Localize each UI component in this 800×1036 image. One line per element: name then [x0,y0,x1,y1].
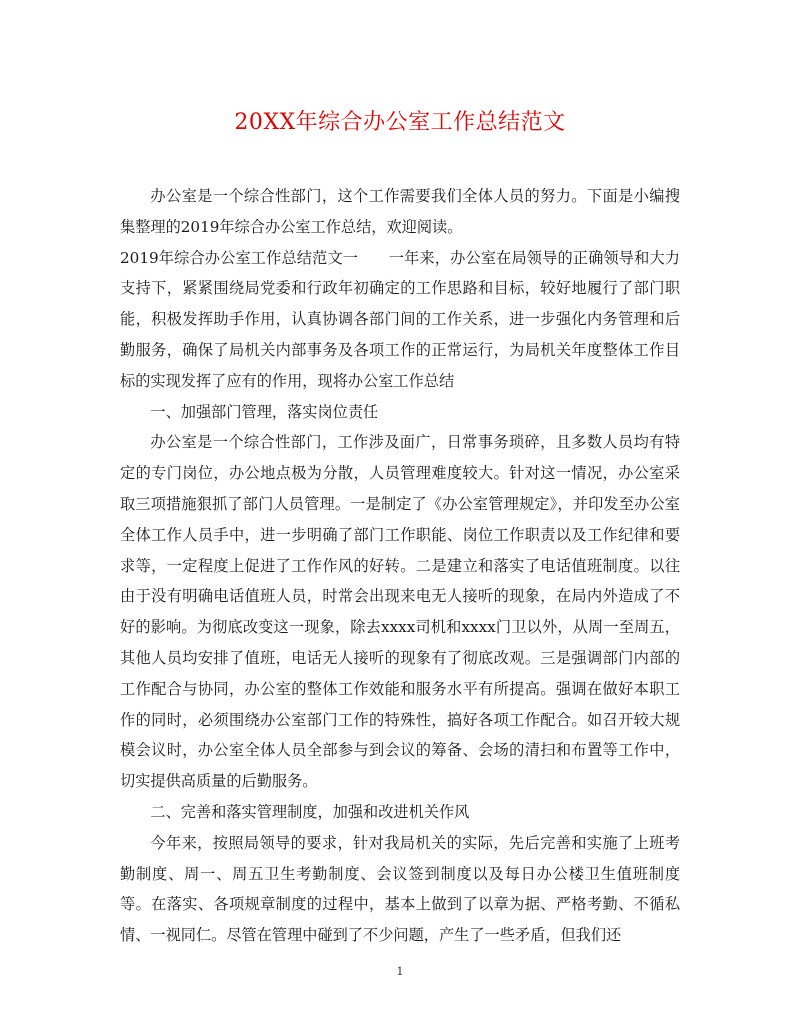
document-title: 20XX年综合办公室工作总结范文 [234,110,566,135]
body-paragraph: 办公室是一个综合性部门，工作涉及面广，日常事务琐碎，且多数人员均有特定的专门岗位，办公地点极为分散，人员管理难度较大。针对这一情况，办公室采取三项措施狠抓了部门人员管理。一是制定了《办公室管理规定》，并印发至办公室全体工作人员手中，进一步明确了部门工作职能、岗位工作职责以及工作纪律和要求等，一定程度上促进了工作作风的好转。二是建立和落实了电话值班制度。以往由于没有明确电话值班人员，时常会出现来电无人接听的现象，在局内外造成了不好的影响。为彻底改变这一现象，除去xxxx司机和xxxx门卫以外，从周一至周五，其他人员均安排了值班，电话无人接听的现象有了彻底改观。三是强调部门内部的工作配合与协同，办公室的整体工作效能和服务水平有所提高。强调在做好本职工作的同时，必须围绕办公室部门工作的特殊性，搞好各项工作配合。如召开较大规模会议时，办公室全体人员全部参与到会议的筹备、会场的清扫和布置等工作中，切实提供高质量的后勤服务。 [120,433,680,791]
body-paragraph: 2019年综合办公室工作总结范文一 一年来，办公室在局领导的正确领导和大力支持下，紧紧围绕局党委和行政年初确定的工作思路和目标，较好地履行了部门职能，积极发挥助手作用，认真协调各部门间的工作关系，进一步强化内务管理和后勤服务，确保了局机关内部事务及各项工作的正常运行，为局机关年度整体工作目标的实现发挥了应有的作用，现将办公室工作总结 [120,248,680,390]
body-paragraph: 今年来，按照局领导的要求，针对我局机关的实际，先后完善和实施了上班考勤制度、周一、周五卫生考勤制度、会议签到制度以及每日办公楼卫生值班制度等。在落实、各项规章制度的过程中，基本上做到了以章为据、严格考勤、不循私情、一视同仁。尽管在管理中碰到了不少问题，产生了一些矛盾，但我们还 [120,833,680,945]
intro-paragraph: 办公室是一个综合性部门，这个工作需要我们全体人员的努力。下面是小编搜集整理的2019年综合办公室工作总结，欢迎阅读。 [120,187,680,236]
section-heading-1: 一、加强部门管理，落实岗位责任 [150,402,379,421]
document-body [120,181,680,951]
section-heading-2: 二、完善和落实管理制度，加强和改进机关作风 [150,802,470,821]
page-number: 1 [396,965,404,978]
